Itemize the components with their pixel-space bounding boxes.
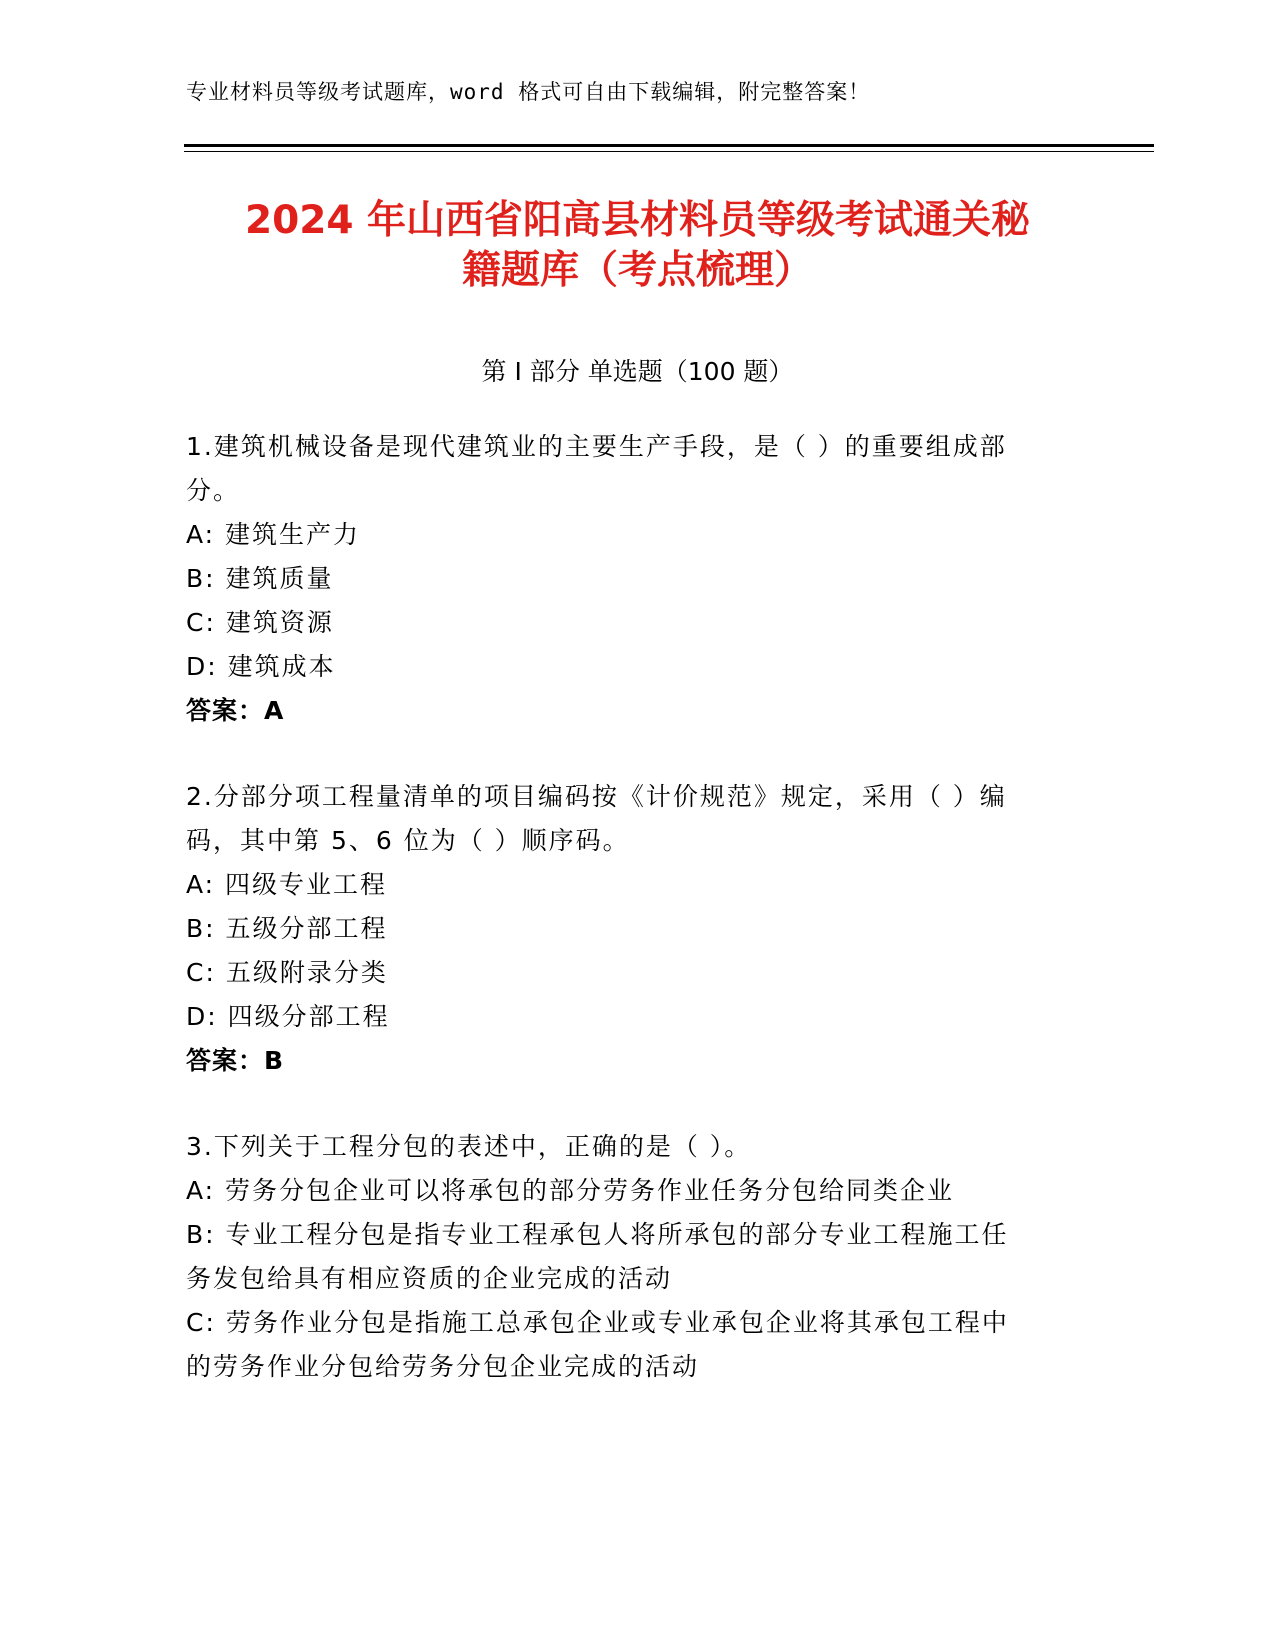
document-title: [150, 196, 1125, 296]
header-note: 专业材料员等级考试题库，word 格式可自由下载编辑，附完整答案！: [186, 80, 871, 104]
question-2-option-c: C: 五级附录分类: [186, 958, 388, 987]
section-heading: 第 I 部分 单选题（100 题）: [481, 357, 794, 386]
header-rule-thin: [184, 151, 1154, 152]
question-1-option-d: D: 建筑成本: [186, 652, 336, 681]
question-3-option-c-line2: 的劳务作业分包给劳务分包企业完成的活动: [186, 1352, 700, 1381]
question-1-option-a: A: 建筑生产力: [186, 520, 361, 549]
question-3-option-a: A: 劳务分包企业可以将承包的部分劳务作业任务分包给同类企业: [186, 1176, 955, 1205]
question-2-stem-line1: 2.分部分项工程量清单的项目编码按《计价规范》规定，采用（ ）编: [186, 782, 1007, 811]
question-1-option-c: C: 建筑资源: [186, 608, 334, 637]
question-2-option-b: B: 五级分部工程: [186, 914, 388, 943]
question-1-answer: 答案：A: [186, 696, 285, 725]
question-1-stem-line1: 1.建筑机械设备是现代建筑业的主要生产手段，是（ ）的重要组成部: [186, 432, 1007, 461]
question-2-option-a: A: 四级专业工程: [186, 870, 388, 899]
question-3-option-b-line2: 务发包给具有相应资质的企业完成的活动: [186, 1264, 673, 1293]
document-title-line1: 2024 年山西省阳高县材料员等级考试通关秘: [244, 198, 1031, 243]
question-3-option-c-line1: C: 劳务作业分包是指施工总承包企业或专业承包企业将其承包工程中: [186, 1308, 1009, 1337]
question-2-option-d: D: 四级分部工程: [186, 1002, 390, 1031]
question-2-stem-line2: 码，其中第 5、6 位为（ ）顺序码。: [186, 826, 630, 855]
question-1-option-b: B: 建筑质量: [186, 564, 334, 593]
question-1-stem-line2: 分。: [186, 476, 241, 505]
question-3-option-b-line1: B: 专业工程分包是指专业工程承包人将所承包的部分专业工程施工任: [186, 1220, 1009, 1249]
question-2-answer: 答案：B: [186, 1046, 285, 1075]
header-rule-thick: [184, 144, 1154, 147]
question-3-stem: 3.下列关于工程分包的表述中，正确的是（ ）。: [186, 1132, 752, 1161]
document-title-line2: 籍题库（考点梳理）: [461, 248, 813, 293]
